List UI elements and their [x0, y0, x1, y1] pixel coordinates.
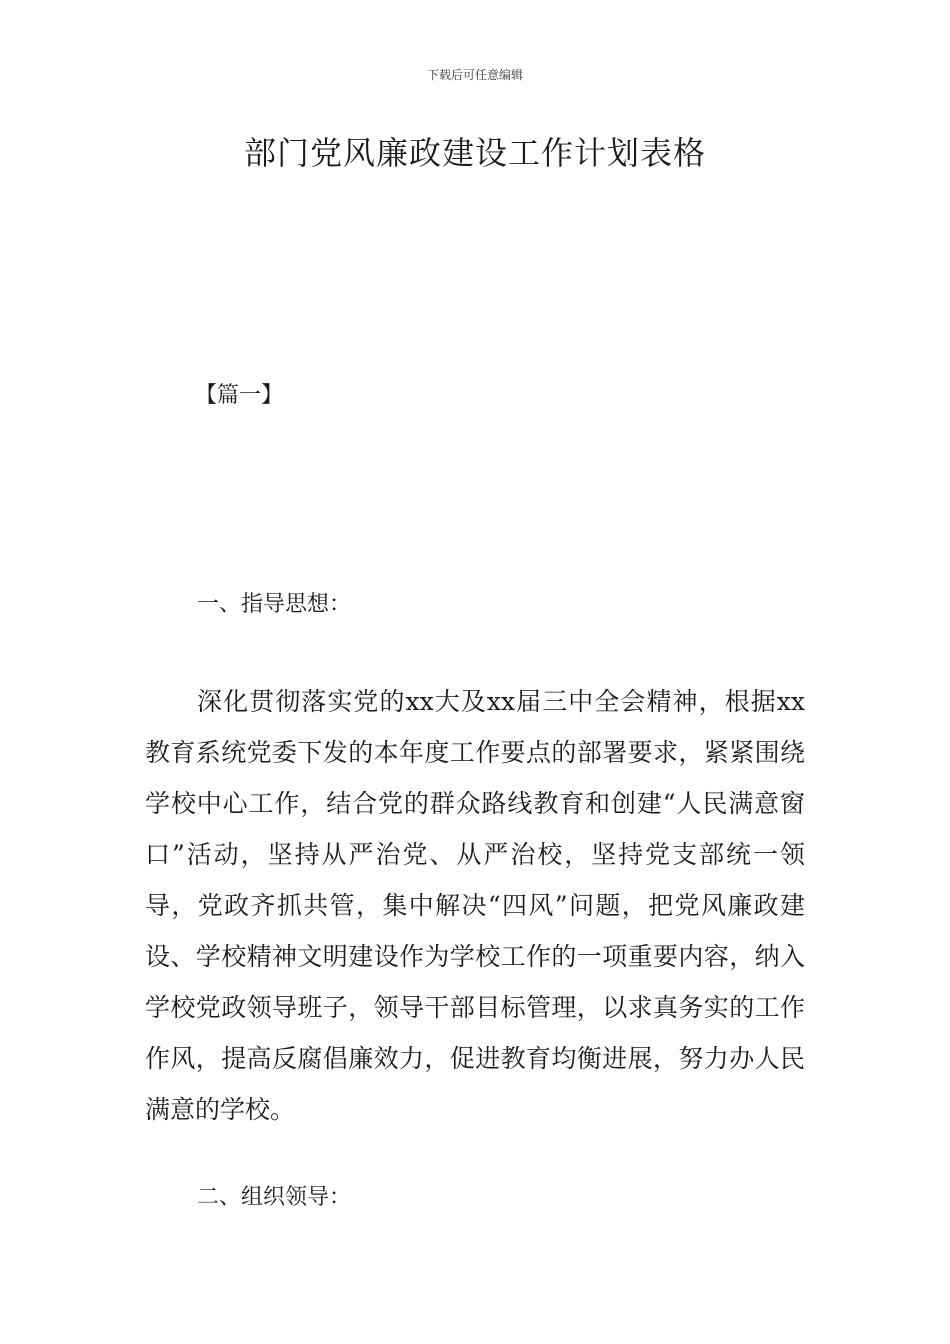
section-heading-organization: 二、组织领导： — [197, 1185, 352, 1210]
section-label: 【篇一】 — [195, 383, 284, 408]
document-title: 部门党风廉政建设工作计划表格 — [243, 134, 706, 172]
body-paragraph: 深化贯彻落实党的xx大及xx届三中全会精神，根据xx教育系统党委下发的本年度工作要点的部署要求，紧紧围绕学校中心工作，结合党的群众路线教育和创建“人民满意窗口”活动，坚持从严治党、从严治校，坚持党支部统一领导，党政齐抓共管，集中解决“四风”问题，把党风廉政建设、学校精神文明建设作为学校工作的一项重要内容，纳入学校党政领导班子，领导干部目标管理，以求真务实的工作作风，提高反腐倡廉效力，促进教育均衡进展，努力办人民满意的学校。 — [145, 687, 805, 1124]
page-header-note: 下载后可任意编辑 — [426, 68, 523, 82]
section-heading-guiding-ideology: 一、指导思想： — [197, 592, 352, 617]
